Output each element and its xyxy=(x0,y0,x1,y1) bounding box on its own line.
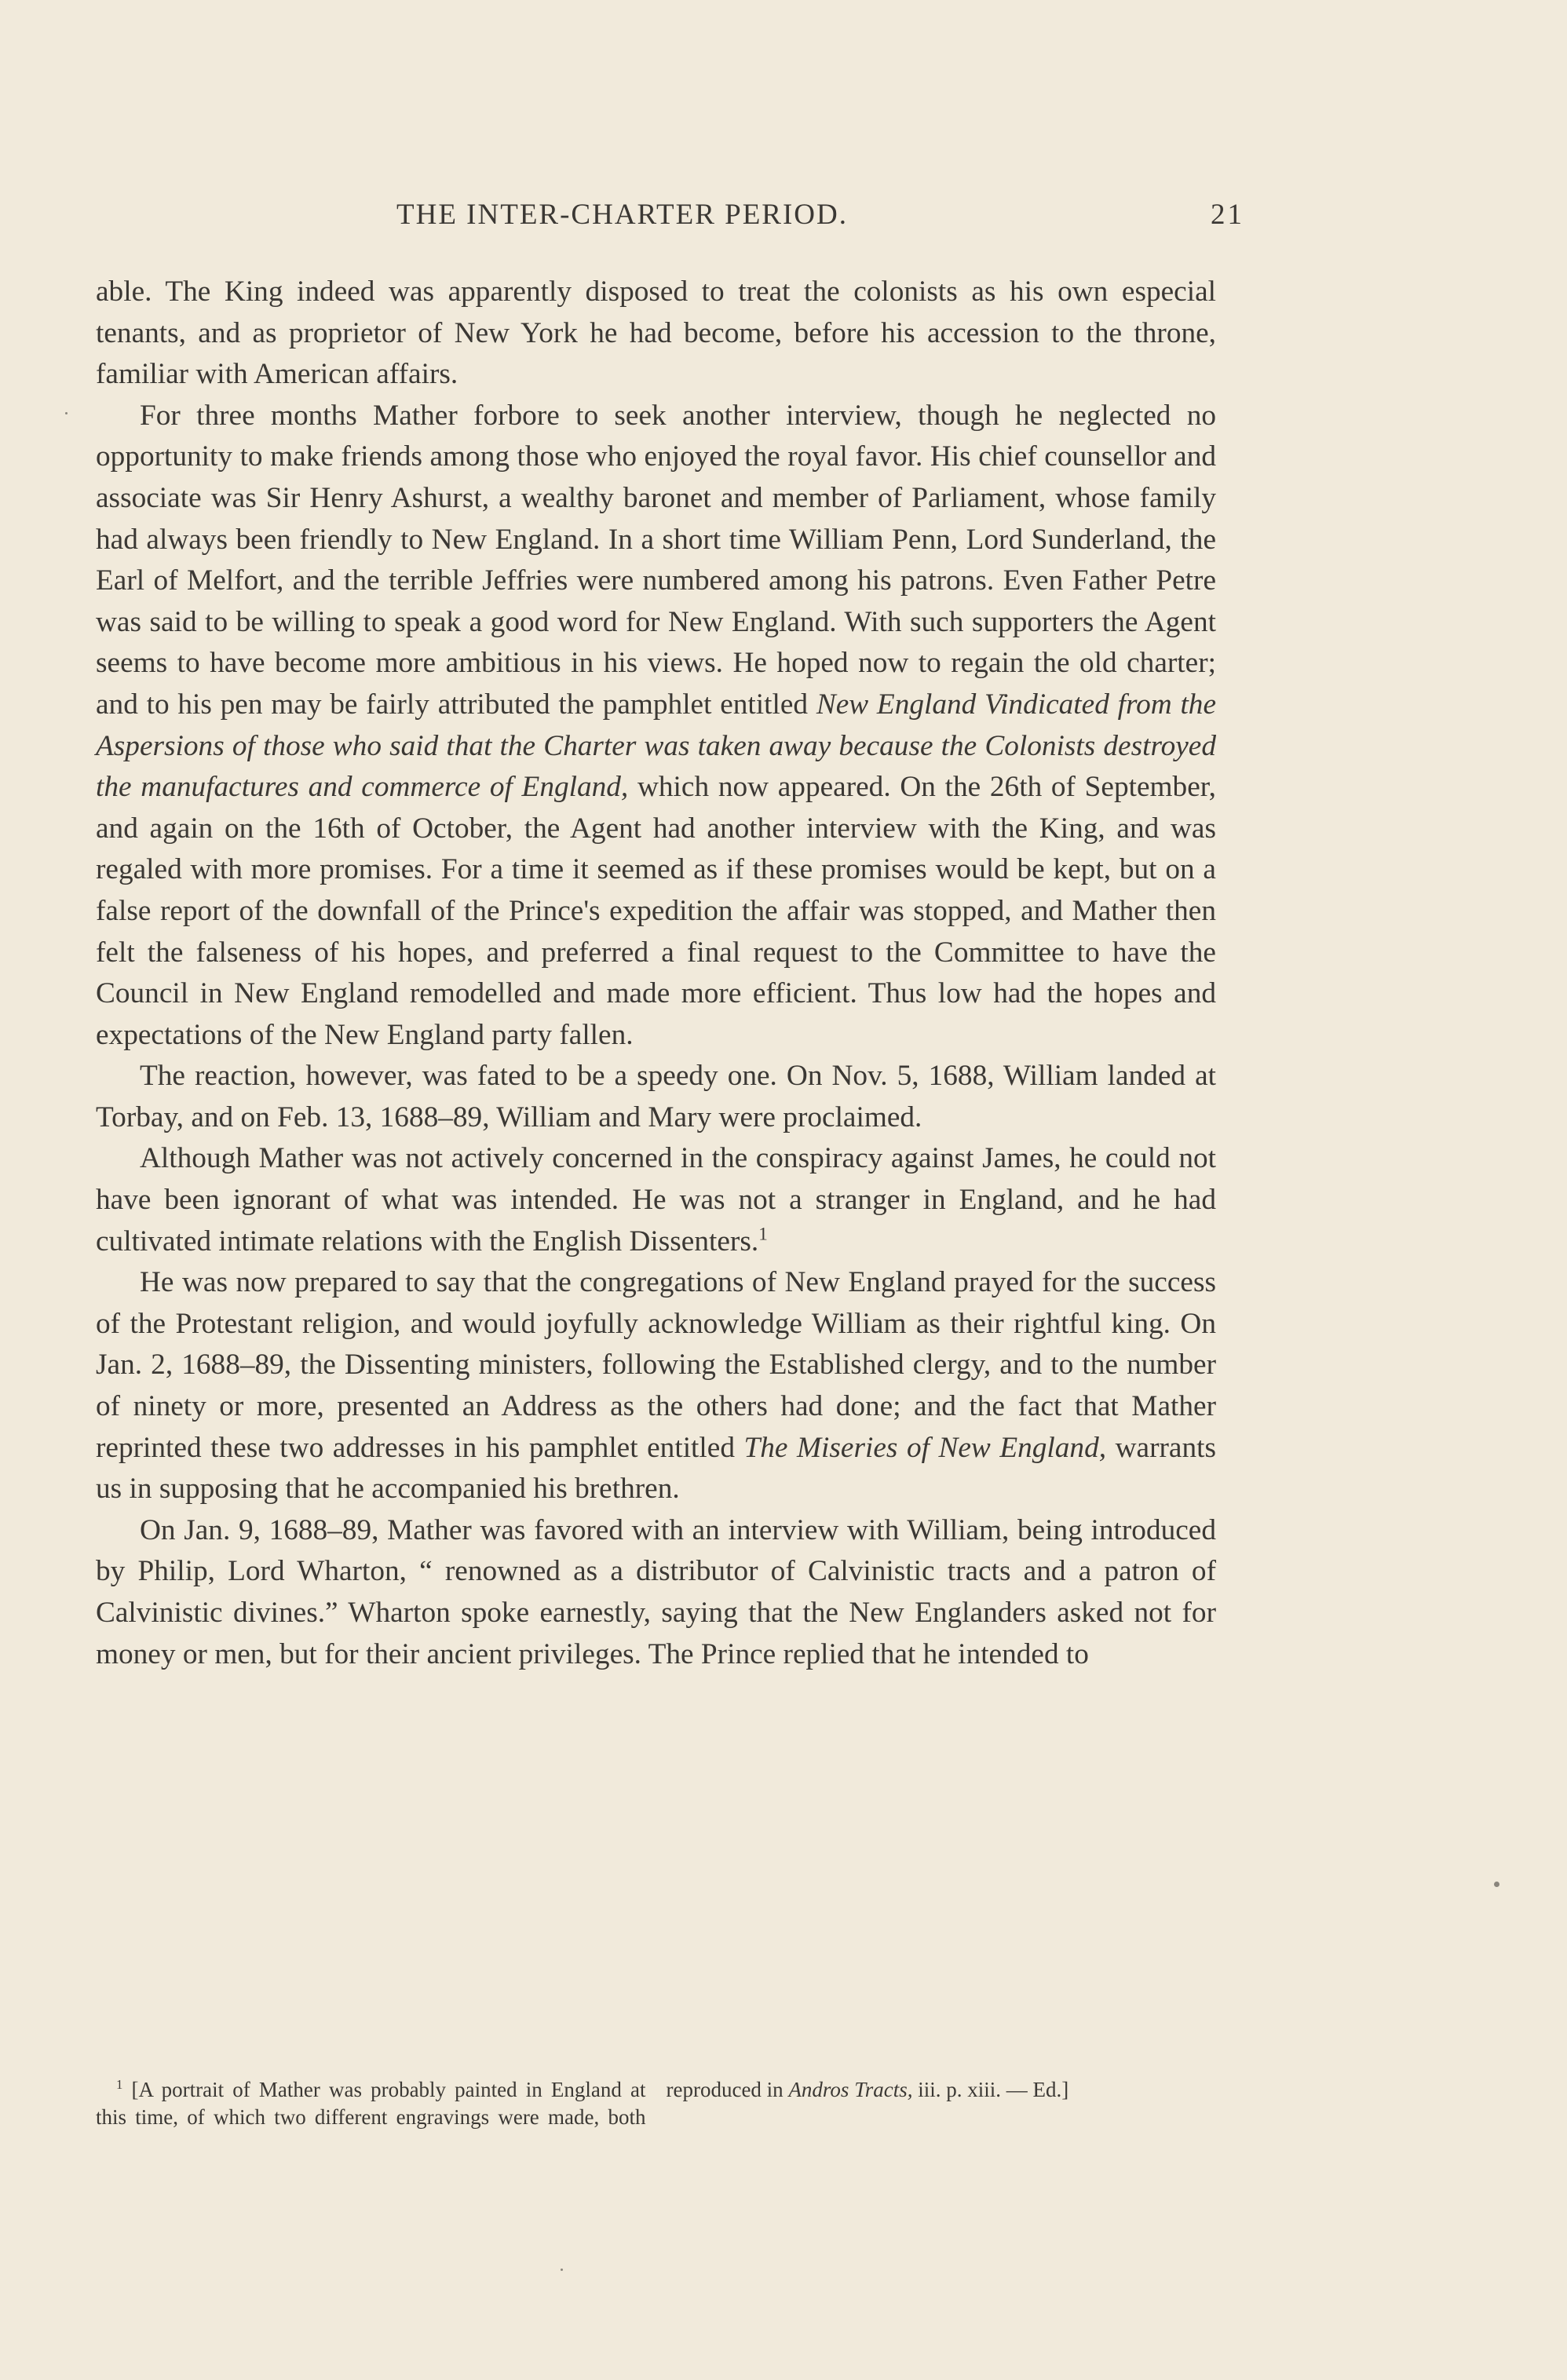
paragraph: The reaction, however, was fated to be a speedy one. On Nov. 5, 1688, William landed at Torbay, and on Feb. 13, 1688–89, William and Mary were proclaimed. xyxy=(96,1060,1216,1133)
paragraph: On Jan. 9, 1688–89, Mather was favored with an interview with William, being introduced by Philip, Lord Wharton, “ renowned as a distributor of Calvinistic tracts and a patron of Calvinistic divines.” Wharton spoke earnestly, saying that the New Englanders asked not for money or men, but for their ancient privileges. The Prince replied that he intended to xyxy=(96,1513,1216,1670)
footnote: $^1$ [A portrait of Mather was probably painted in England at this time, of which two different engravings were made, both reproduced in Andros Tracts, iii. p. xiii. — Ed.] xyxy=(96,2077,1069,2129)
paragraph: For three months Mather forbore to seek another interview, though he neglected no opportunity to make friends among those who enjoyed the royal favor. His chief counsellor and associate was Sir Henry Ashurst, a wealthy baronet and member of Parliament, whose family had always been friendly to New England. In a short time William Penn, Lord Sunderland, the Earl of Melfort, and the terrible Jeffries were numbered among his patrons. Even Father Petre was said to be willing to speak a good word for New England. With such supporters the Agent seems to have become more ambitious in his views. He hoped now to regain the old charter; and to his pen may be fairly attributed the pamphlet entitled New England Vindicated from the Aspersions of those who said that the Charter was taken away because the Colonists destroyed the manufactures and commerce of England, which now appeared. On the 26th of September, and again on the 16th of October, the Agent had another interview with the King, and was regaled with more promises. For a time it seemed as if these promises would be kept, but on a false report of the downfall of the Prince's expedition the affair was stopped, and Mather then felt the falseness of his hopes, and preferred a final request to the Committee to have the Council in New England remodelled and made more efficient. Thus low had the hopes and expectations of the New England party fallen. xyxy=(96,399,1217,1051)
body-text xyxy=(96,272,1216,1675)
paper-speck xyxy=(1494,1882,1499,1887)
pamphlet-title: The Miseries of New England, xyxy=(743,1431,1107,1464)
paragraph: able. The King indeed was apparently disposed to treat the colonists as his own especial tenants, and as proprietor of New York he had become, before his accession to the throne, familiar with American affairs. xyxy=(96,276,1216,391)
footnote-mark: 1 xyxy=(116,2077,123,2092)
running-header xyxy=(396,198,1244,237)
paragraph: He was now prepared to say that the congregations of New England prayed for the success of the Protestant religion, and would joyfully acknowledge William as their rightful king. On Jan. 2, 1688–89, the Dissenting ministers, following the Established clergy, and to the number of ninety or more, presented an Address as the others had done; and the fact that Mather reprinted these two addresses in his pamphlet entitled The Miseries of New England, warrants us in supposing that he accompanied his brethren. xyxy=(96,1266,1216,1506)
footnote-citation: Andros Tracts, xyxy=(788,2078,913,2101)
running-title: THE INTER-CHARTER PERIOD. xyxy=(396,199,848,231)
paragraph: Although Mather was not actively concerned in the conspiracy against James, he could not have been ignorant of what was intended. He was not a stranger in England, and he had cultivated intimate relations with the English Dissenters.$^1$ xyxy=(96,1142,1216,1258)
paper-speck xyxy=(65,412,68,414)
pamphlet-title: New England Vindicated from the Aspersions of those who said that the Charter was taken away because the Colonists destroyed the manufactures and commerce of England, xyxy=(96,688,1217,804)
footnote-reference: 1 xyxy=(758,1224,768,1245)
paper-speck xyxy=(561,2269,563,2271)
page-number: 21 xyxy=(1211,199,1244,231)
